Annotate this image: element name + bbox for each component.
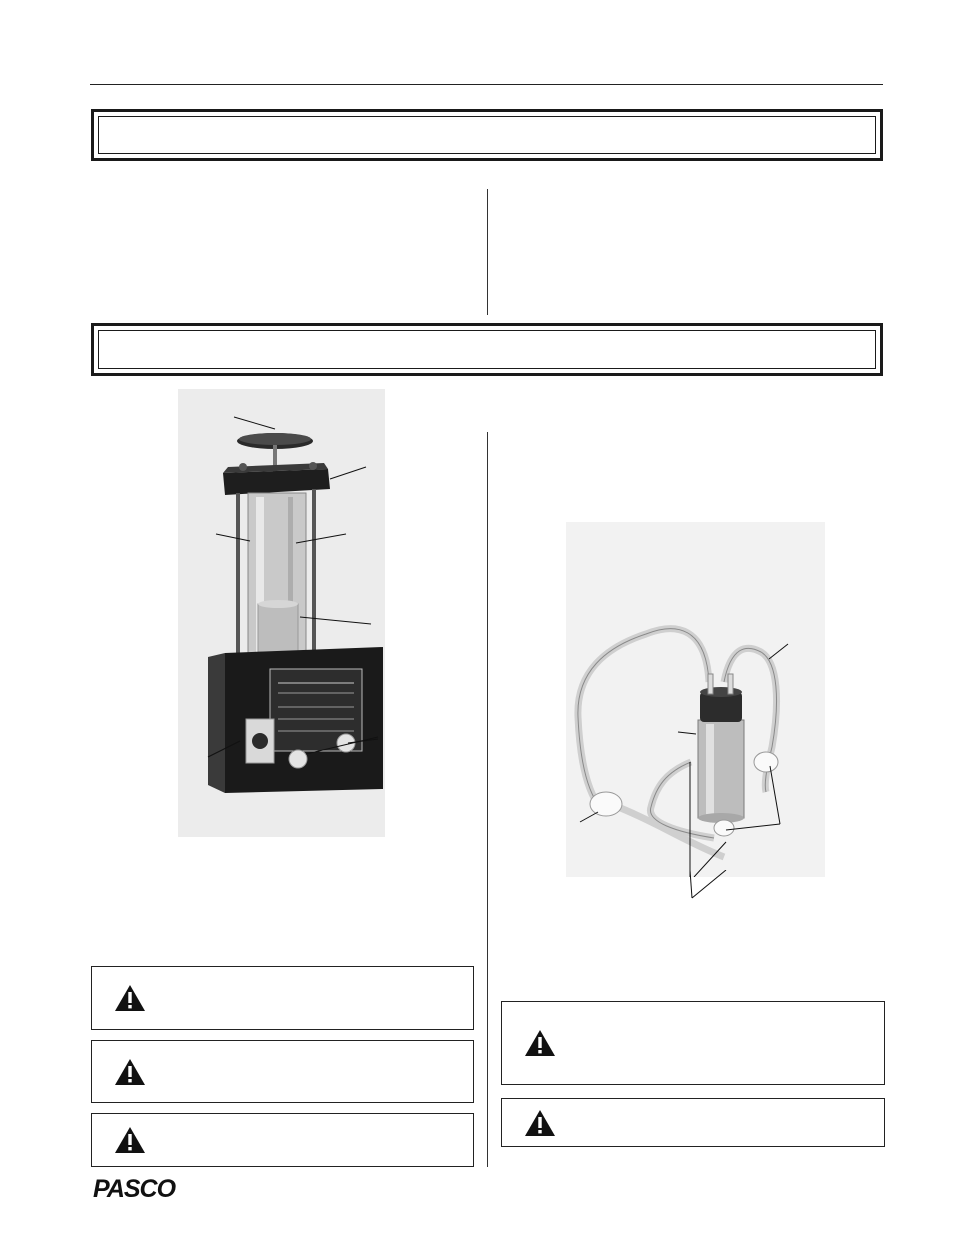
warning-triangle-icon [524, 1029, 556, 1057]
warning-box [91, 1113, 474, 1167]
warning-box [91, 1040, 474, 1103]
pasco-logo: PASCO [93, 1175, 176, 1203]
section-header-box [91, 109, 883, 161]
section-header-inner-frame [98, 116, 876, 154]
heat-engine-photo [178, 389, 385, 837]
warning-box [501, 1001, 885, 1085]
bulb-assembly-photo [566, 522, 825, 877]
section-header-box [91, 323, 883, 376]
warning-box [501, 1098, 885, 1147]
warning-box [91, 966, 474, 1030]
column-divider [487, 432, 488, 1167]
warning-triangle-icon [524, 1109, 556, 1137]
top-rule [90, 84, 883, 85]
bulb-assembly-illustration [566, 522, 825, 877]
column-divider [487, 189, 488, 315]
section-header-inner-frame [98, 330, 876, 369]
callout-lines [680, 870, 740, 900]
warning-triangle-icon [114, 1126, 146, 1154]
warning-triangle-icon [114, 1058, 146, 1086]
warning-triangle-icon [114, 984, 146, 1012]
heat-engine-illustration [178, 389, 385, 837]
